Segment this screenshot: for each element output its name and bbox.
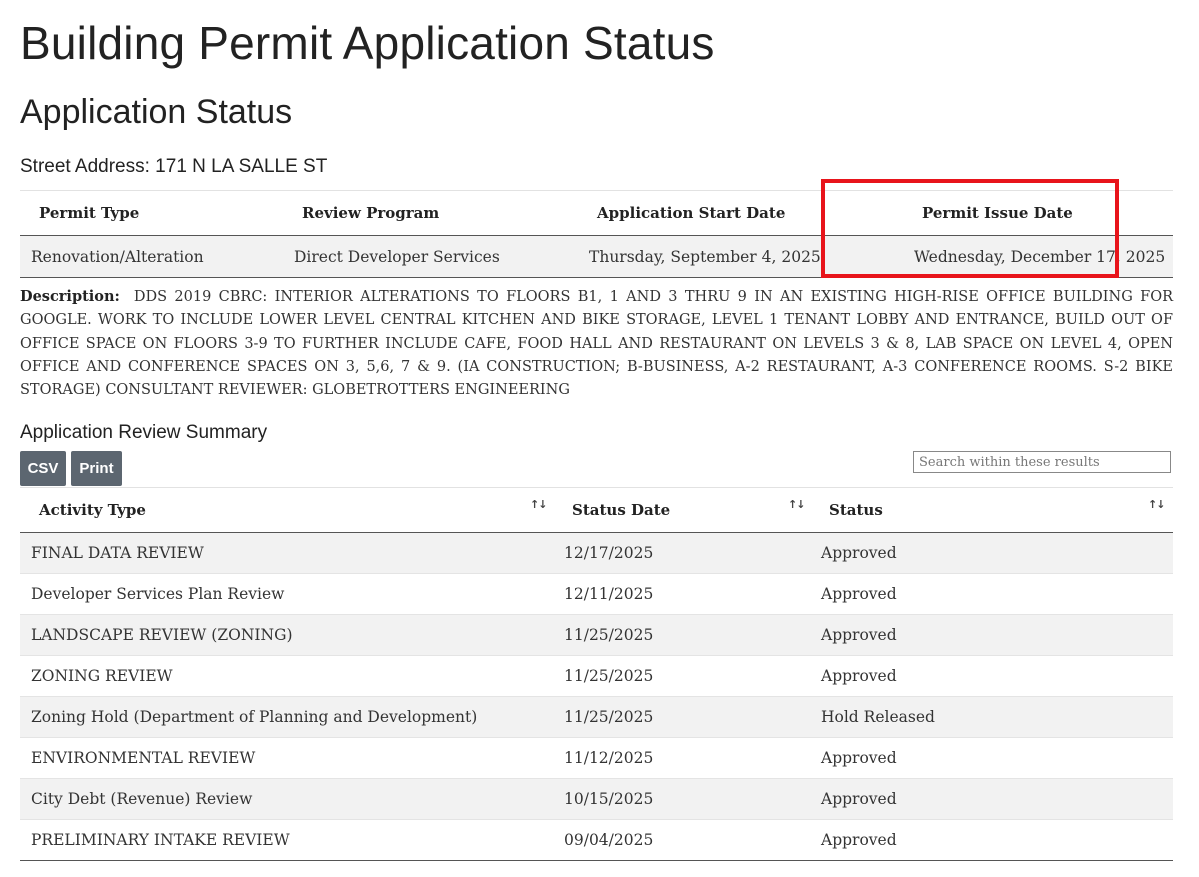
status-date-cell: 11/25/2025 — [553, 697, 810, 738]
status-date-cell: 11/25/2025 — [553, 656, 810, 697]
print-button[interactable]: Print — [71, 451, 122, 486]
status-cell: Approved — [810, 533, 1173, 574]
status-date-cell: 09/04/2025 — [553, 820, 810, 861]
activity-type-cell: Zoning Hold (Department of Planning and Development) — [20, 697, 553, 738]
sort-icon[interactable]: ↑↓ — [1148, 498, 1165, 511]
review-summary-table — [20, 488, 1173, 861]
table-row — [20, 697, 1173, 738]
activity-type-column-header[interactable] — [20, 488, 553, 533]
table-row — [20, 738, 1173, 779]
page-title: Building Permit Application Status — [20, 17, 715, 69]
status-date-cell: 11/12/2025 — [553, 738, 810, 779]
street-address: Street Address: 171 N LA SALLE ST — [20, 156, 328, 177]
table-row — [20, 615, 1173, 656]
application-start-date-header: Application Start Date — [578, 191, 903, 236]
sort-icon[interactable]: ↑↓ — [788, 498, 805, 511]
search-input[interactable] — [913, 451, 1171, 473]
review-program-value: Direct Developer Services — [283, 236, 578, 278]
status-date-cell: 10/15/2025 — [553, 779, 810, 820]
status-header: Status — [829, 501, 883, 519]
permit-issue-date-header: Permit Issue Date — [903, 191, 1173, 236]
permit-issue-date-value: Wednesday, December 17, 2025 — [903, 236, 1173, 278]
section-title: Application Status — [20, 93, 293, 131]
application-start-date-value: Thursday, September 4, 2025 — [578, 236, 903, 278]
status-date-header: Status Date — [572, 501, 671, 519]
review-program-header: Review Program — [283, 191, 578, 236]
activity-type-cell: ZONING REVIEW — [20, 656, 553, 697]
activity-type-header: Activity Type — [39, 501, 146, 519]
status-cell: Approved — [810, 738, 1173, 779]
table-row — [20, 533, 1173, 574]
permit-type-value: Renovation/Alteration — [20, 236, 283, 278]
table-row — [20, 656, 1173, 697]
status-date-cell: 12/17/2025 — [553, 533, 810, 574]
description-label: Description: — [20, 288, 120, 305]
status-cell: Hold Released — [810, 697, 1173, 738]
description-text: DDS 2019 CBRC: INTERIOR ALTERATIONS TO FLOORS B1, 1 AND 3 THRU 9 IN AN EXISTING HIGH-RISE OFFICE BUILDING FOR GOOGLE. WORK TO INCLUDE LOWER LEVEL CENTRAL KITCHEN AND BIKE STORAGE, LEVEL 1 TENANT LOBBY AND ENTRANCE, BUILD OUT OF OFFICE SPACE ON FLOORS 3-9 TO FURTHER INCLUDE CAFE, FOOD HALL AND RESTAURANT ON LEVELS 3 & 8, LAB SPACE ON LEVEL 4, OPEN OFFICE AND CONFERENCE SPACES ON 3, 5,6, 7 & 9. (IA CONSTRUCTION; B-BUSINESS, A-2 RESTAURANT, A-3 CONFERENCE ROOMS. S-2 BIKE STORAGE) CONSULTANT REVIEWER: GLOBETROTTERS ENGINEERING — [20, 289, 1173, 399]
status-cell: Approved — [810, 574, 1173, 615]
status-cell: Approved — [810, 615, 1173, 656]
status-date-column-header[interactable] — [553, 488, 810, 533]
review-summary-title: Application Review Summary — [20, 422, 268, 443]
activity-type-cell: City Debt (Revenue) Review — [20, 779, 553, 820]
activity-type-cell: PRELIMINARY INTAKE REVIEW — [20, 820, 553, 861]
activity-type-cell: ENVIRONMENTAL REVIEW — [20, 738, 553, 779]
table-row — [20, 820, 1173, 861]
table-row — [20, 779, 1173, 820]
status-cell: Approved — [810, 656, 1173, 697]
status-column-header[interactable] — [810, 488, 1173, 533]
highlight-box — [821, 179, 1119, 278]
table-row — [20, 574, 1173, 615]
activity-type-cell: LANDSCAPE REVIEW (ZONING) — [20, 615, 553, 656]
activity-type-cell: FINAL DATA REVIEW — [20, 533, 553, 574]
status-cell: Approved — [810, 820, 1173, 861]
activity-type-cell: Developer Services Plan Review — [20, 574, 553, 615]
status-date-cell: 11/25/2025 — [553, 615, 810, 656]
permit-type-header: Permit Type — [20, 191, 283, 236]
status-date-cell: 12/11/2025 — [553, 574, 810, 615]
status-cell: Approved — [810, 779, 1173, 820]
review-header-row — [20, 488, 1173, 533]
sort-icon[interactable]: ↑↓ — [530, 498, 547, 511]
csv-button[interactable]: CSV — [20, 451, 66, 486]
description — [20, 285, 1173, 402]
